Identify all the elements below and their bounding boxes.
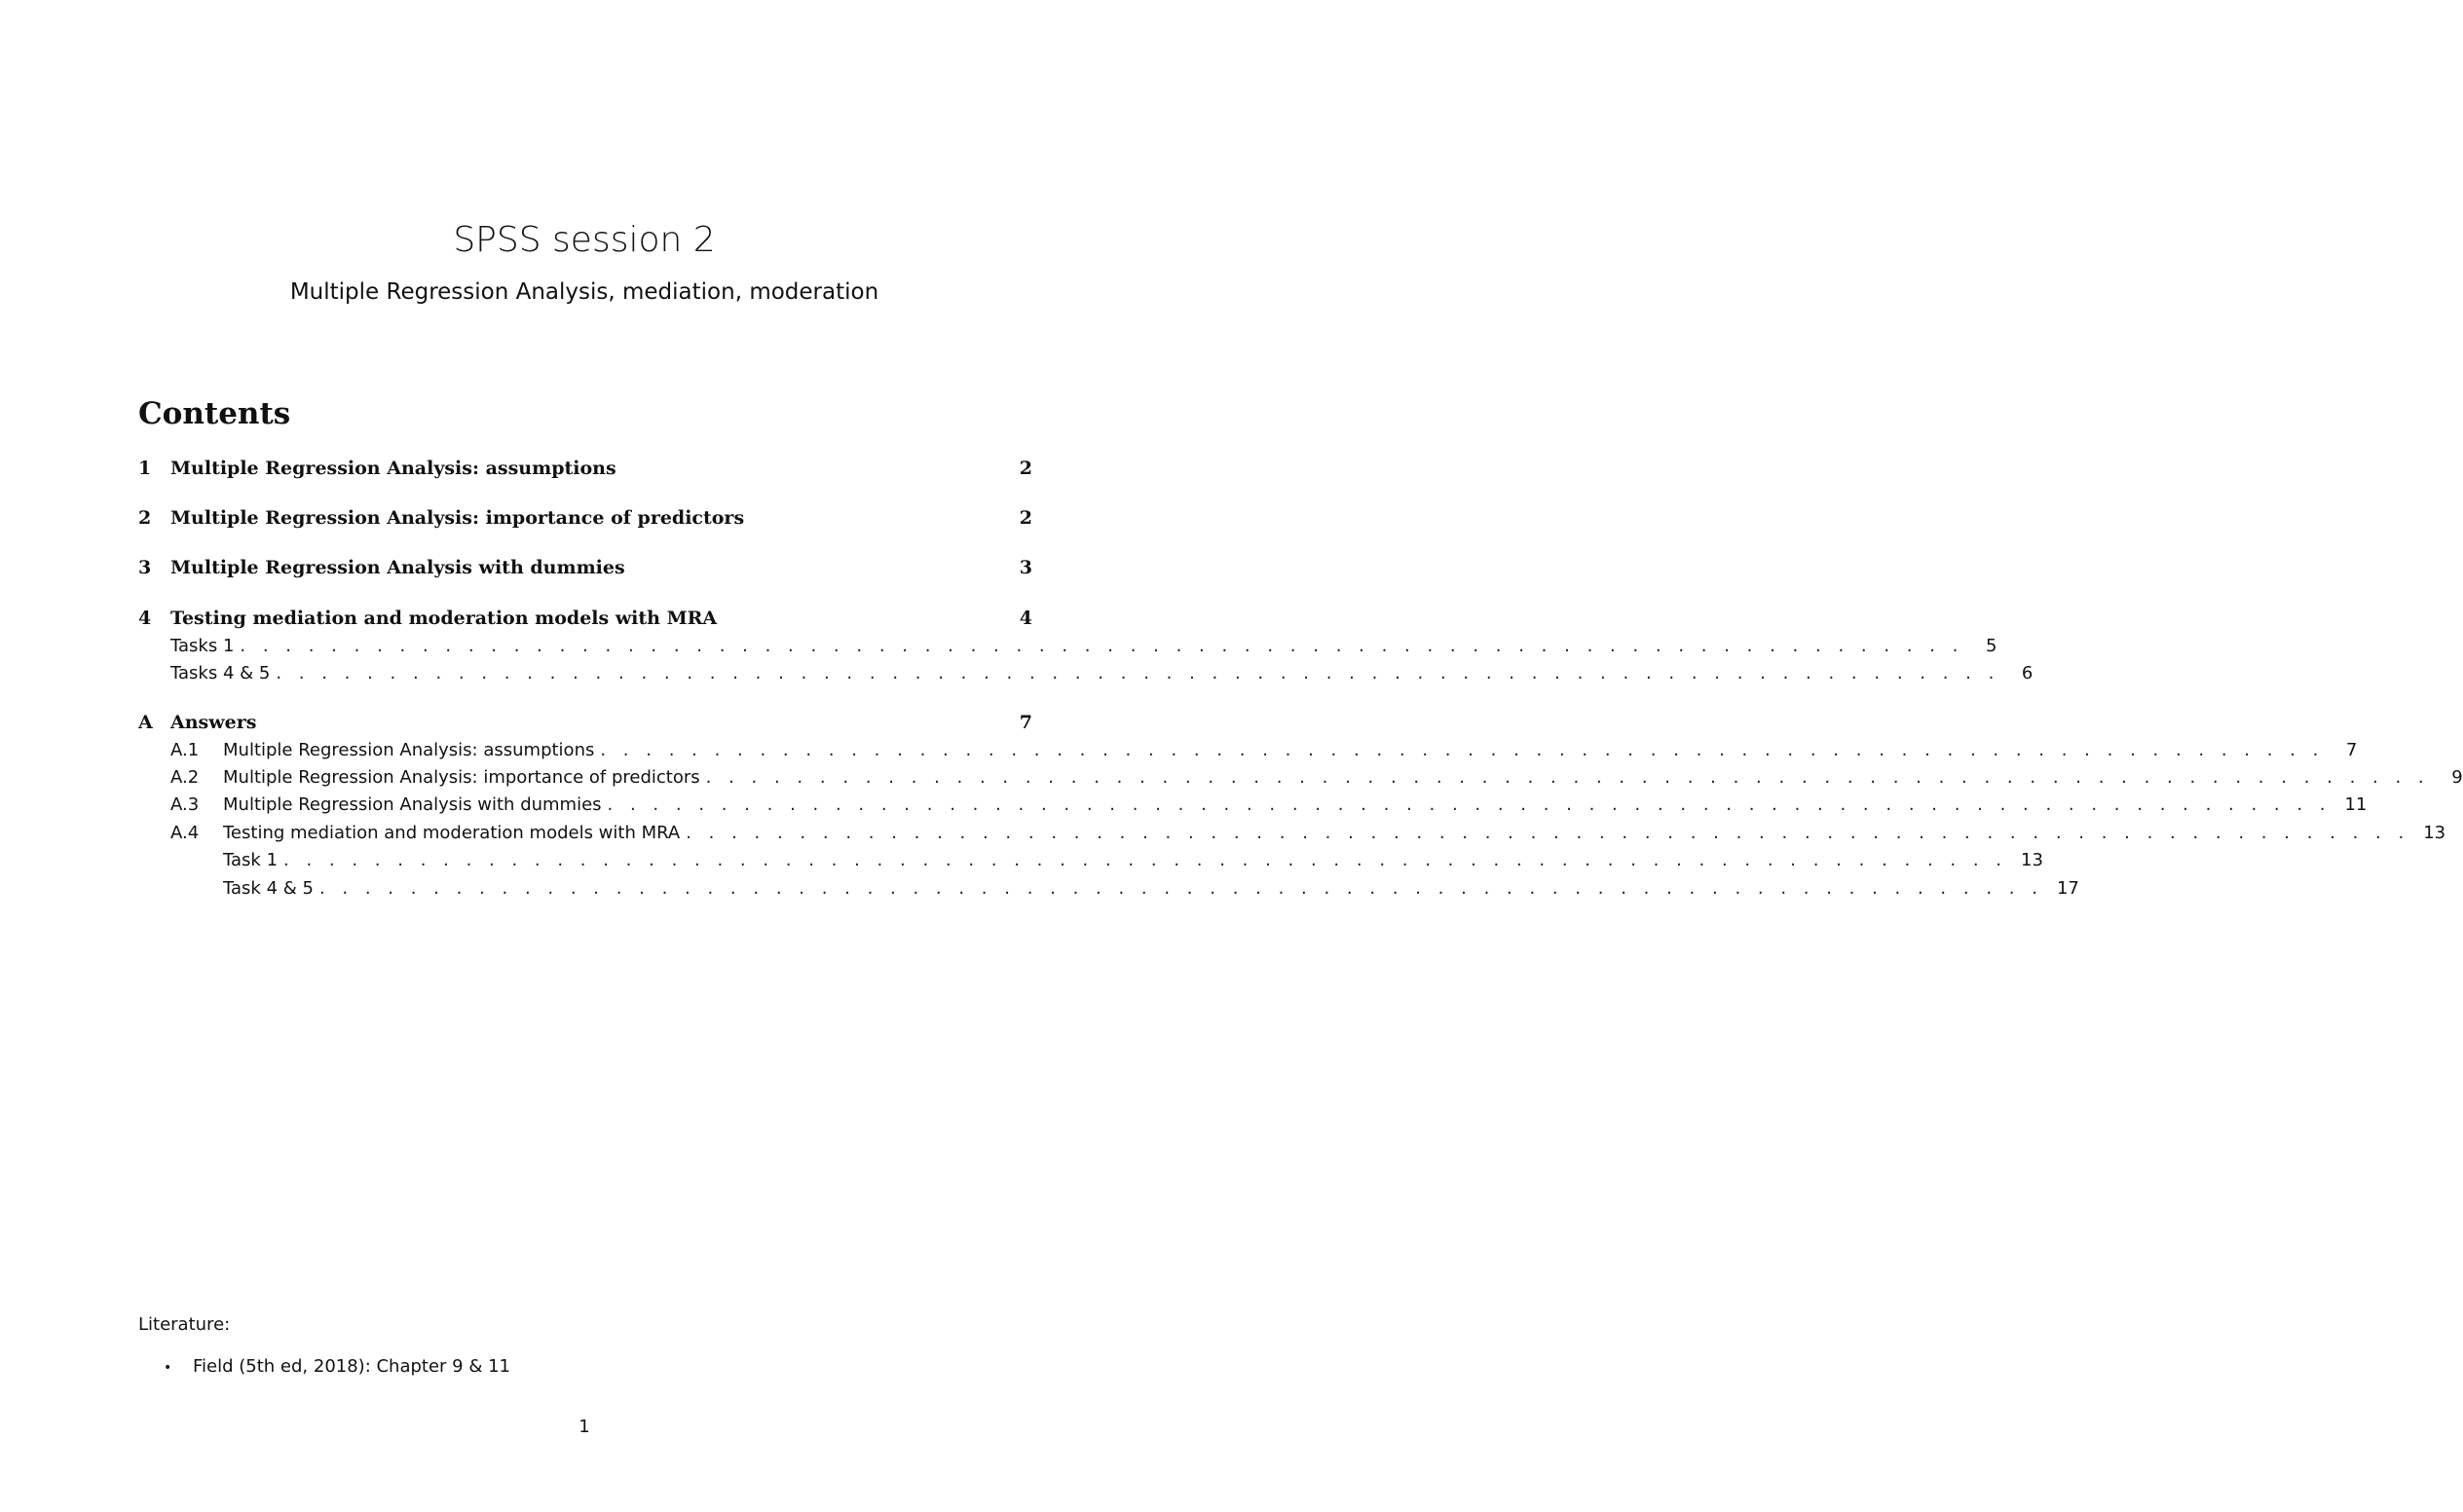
toc-entry-number: A [138, 712, 153, 733]
toc-entry-page: 3 [1019, 557, 1032, 578]
toc-leader-dots: . . . . . . . . . . . . . . . . . . . . . . . . . . . . . . . . . . . . . . . . . . . . . . . . . . . . . . . . . . . . . . . . . . . . . . . . . . . . [276, 663, 2000, 683]
toc-entry-title: Testing mediation and moderation models with MRA [223, 823, 681, 843]
toc-entry-2[interactable] [138, 507, 1032, 533]
toc-entry-number: A.4 [170, 823, 200, 843]
toc-entry-page: 5 [1985, 636, 1997, 656]
toc-entry-page: 2 [1019, 458, 1032, 479]
toc-entry-number: 3 [138, 557, 152, 578]
literature-item-text: Field (5th ed, 2018): Chapter 9 & 11 [193, 1356, 511, 1377]
toc-entry-4-tasks-1[interactable] [138, 636, 1997, 661]
toc-entry-3[interactable] [138, 557, 1032, 582]
toc-entry-page: 11 [2344, 794, 2368, 815]
toc-entry-title: Multiple Regression Analysis: importance of predictors [223, 767, 700, 788]
document-subtitle: Multiple Regression Analysis, mediation, moderation [289, 279, 879, 305]
toc-entry-title: Tasks 4 & 5 [170, 663, 271, 683]
toc-entry-number: 1 [138, 458, 152, 479]
toc-entry-page: 6 [2021, 663, 2034, 683]
toc-entry-page: 17 [2056, 878, 2079, 899]
toc-leader-dots: . . . . . . . . . . . . . . . . . . . . . . . . . . . . . . . . . . . . . . . . . . . . . . . . . . . . . . . . . . . . . . . . . . . . . . . . . . . . [607, 794, 2332, 815]
toc-entry-page: 13 [2423, 823, 2446, 843]
toc-entry-title: Multiple Regression Analysis: assumptions [170, 458, 616, 479]
toc-entry-title: Tasks 1 [170, 636, 235, 656]
toc-entry-page: 7 [1019, 712, 1032, 733]
toc-entry-1[interactable] [138, 458, 1032, 483]
toc-entry-title: Multiple Regression Analysis: assumptions [223, 740, 595, 760]
toc-leader-dots: . . . . . . . . . . . . . . . . . . . . . . . . . . . . . . . . . . . . . . . . . . . . . . . . . . . . . . . . . . . . . . . . . . . . . . . . . . . . [600, 740, 2325, 760]
toc-entry-a4-task-4-5[interactable] [138, 878, 2079, 904]
toc-entry-number: A.2 [170, 767, 200, 788]
toc-leader-dots: . . . . . . . . . . . . . . . . . . . . . . . . . . . . . . . . . . . . . . . . . . . . . . . . . . . . . . . . . . . . . . . . . . . . . . . . . . . . [318, 878, 2043, 899]
toc-leader-dots: . . . . . . . . . . . . . . . . . . . . . . . . . . . . . . . . . . . . . . . . . . . . . . . . . . . . . . . . . . . . . . . . . . . . . . . . . . . . [686, 823, 2410, 843]
toc-entry-page: 2 [1019, 507, 1032, 529]
toc-entry-page: 7 [2345, 740, 2358, 760]
toc-entry-4-tasks-4-5[interactable] [138, 663, 2034, 688]
toc-entry-title: Multiple Regression Analysis with dummies [223, 794, 602, 815]
toc-entry-title: Multiple Regression Analysis: importance of predictors [170, 507, 745, 529]
toc-entry-number: 4 [138, 608, 152, 629]
toc-entry-a[interactable] [138, 712, 1032, 737]
document-title: SPSS session 2 [453, 220, 716, 260]
toc-entry-title: Testing mediation and moderation models with MRA [170, 608, 718, 629]
toc-entry-number: A.1 [170, 740, 200, 760]
toc-entry-title: Task 4 & 5 [223, 878, 314, 899]
toc-leader-dots: . . . . . . . . . . . . . . . . . . . . . . . . . . . . . . . . . . . . . . . . . . . . . . . . . . . . . . . . . . . . . . . . . . . . . . . . . . . . [705, 767, 2430, 788]
toc-entry-a4-task-1[interactable] [138, 850, 2043, 875]
toc-entry-4[interactable] [138, 608, 1032, 633]
toc-entry-number: A.3 [170, 794, 200, 815]
toc-entry-a3[interactable] [138, 794, 2368, 820]
contents-heading: Contents [138, 396, 291, 431]
toc-entry-page: 4 [1019, 608, 1032, 629]
toc-entry-page: 13 [2021, 850, 2043, 870]
bullet-icon: • [164, 1360, 172, 1376]
toc-entry-title: Multiple Regression Analysis with dummies [170, 557, 625, 578]
toc-entry-page: 9 [2451, 767, 2463, 788]
toc-entry-title: Answers [170, 712, 257, 733]
toc-leader-dots: . . . . . . . . . . . . . . . . . . . . . . . . . . . . . . . . . . . . . . . . . . . . . . . . . . . . . . . . . . . . . . . . . . . . . . . . . . . . [240, 636, 1964, 656]
toc-entry-a4[interactable] [138, 823, 2446, 848]
literature-list-item [164, 1356, 510, 1377]
toc-entry-a1[interactable] [138, 740, 2358, 765]
toc-leader-dots: . . . . . . . . . . . . . . . . . . . . . . . . . . . . . . . . . . . . . . . . . . . . . . . . . . . . . . . . . . . . . . . . . . . . . . . . . . . . [283, 850, 2008, 870]
toc-entry-title: Task 1 [223, 850, 279, 870]
toc-entry-a2[interactable] [138, 767, 2463, 793]
page-number: 1 [578, 1417, 590, 1437]
toc-entry-number: 2 [138, 507, 152, 529]
literature-label: Literature: [138, 1314, 231, 1335]
